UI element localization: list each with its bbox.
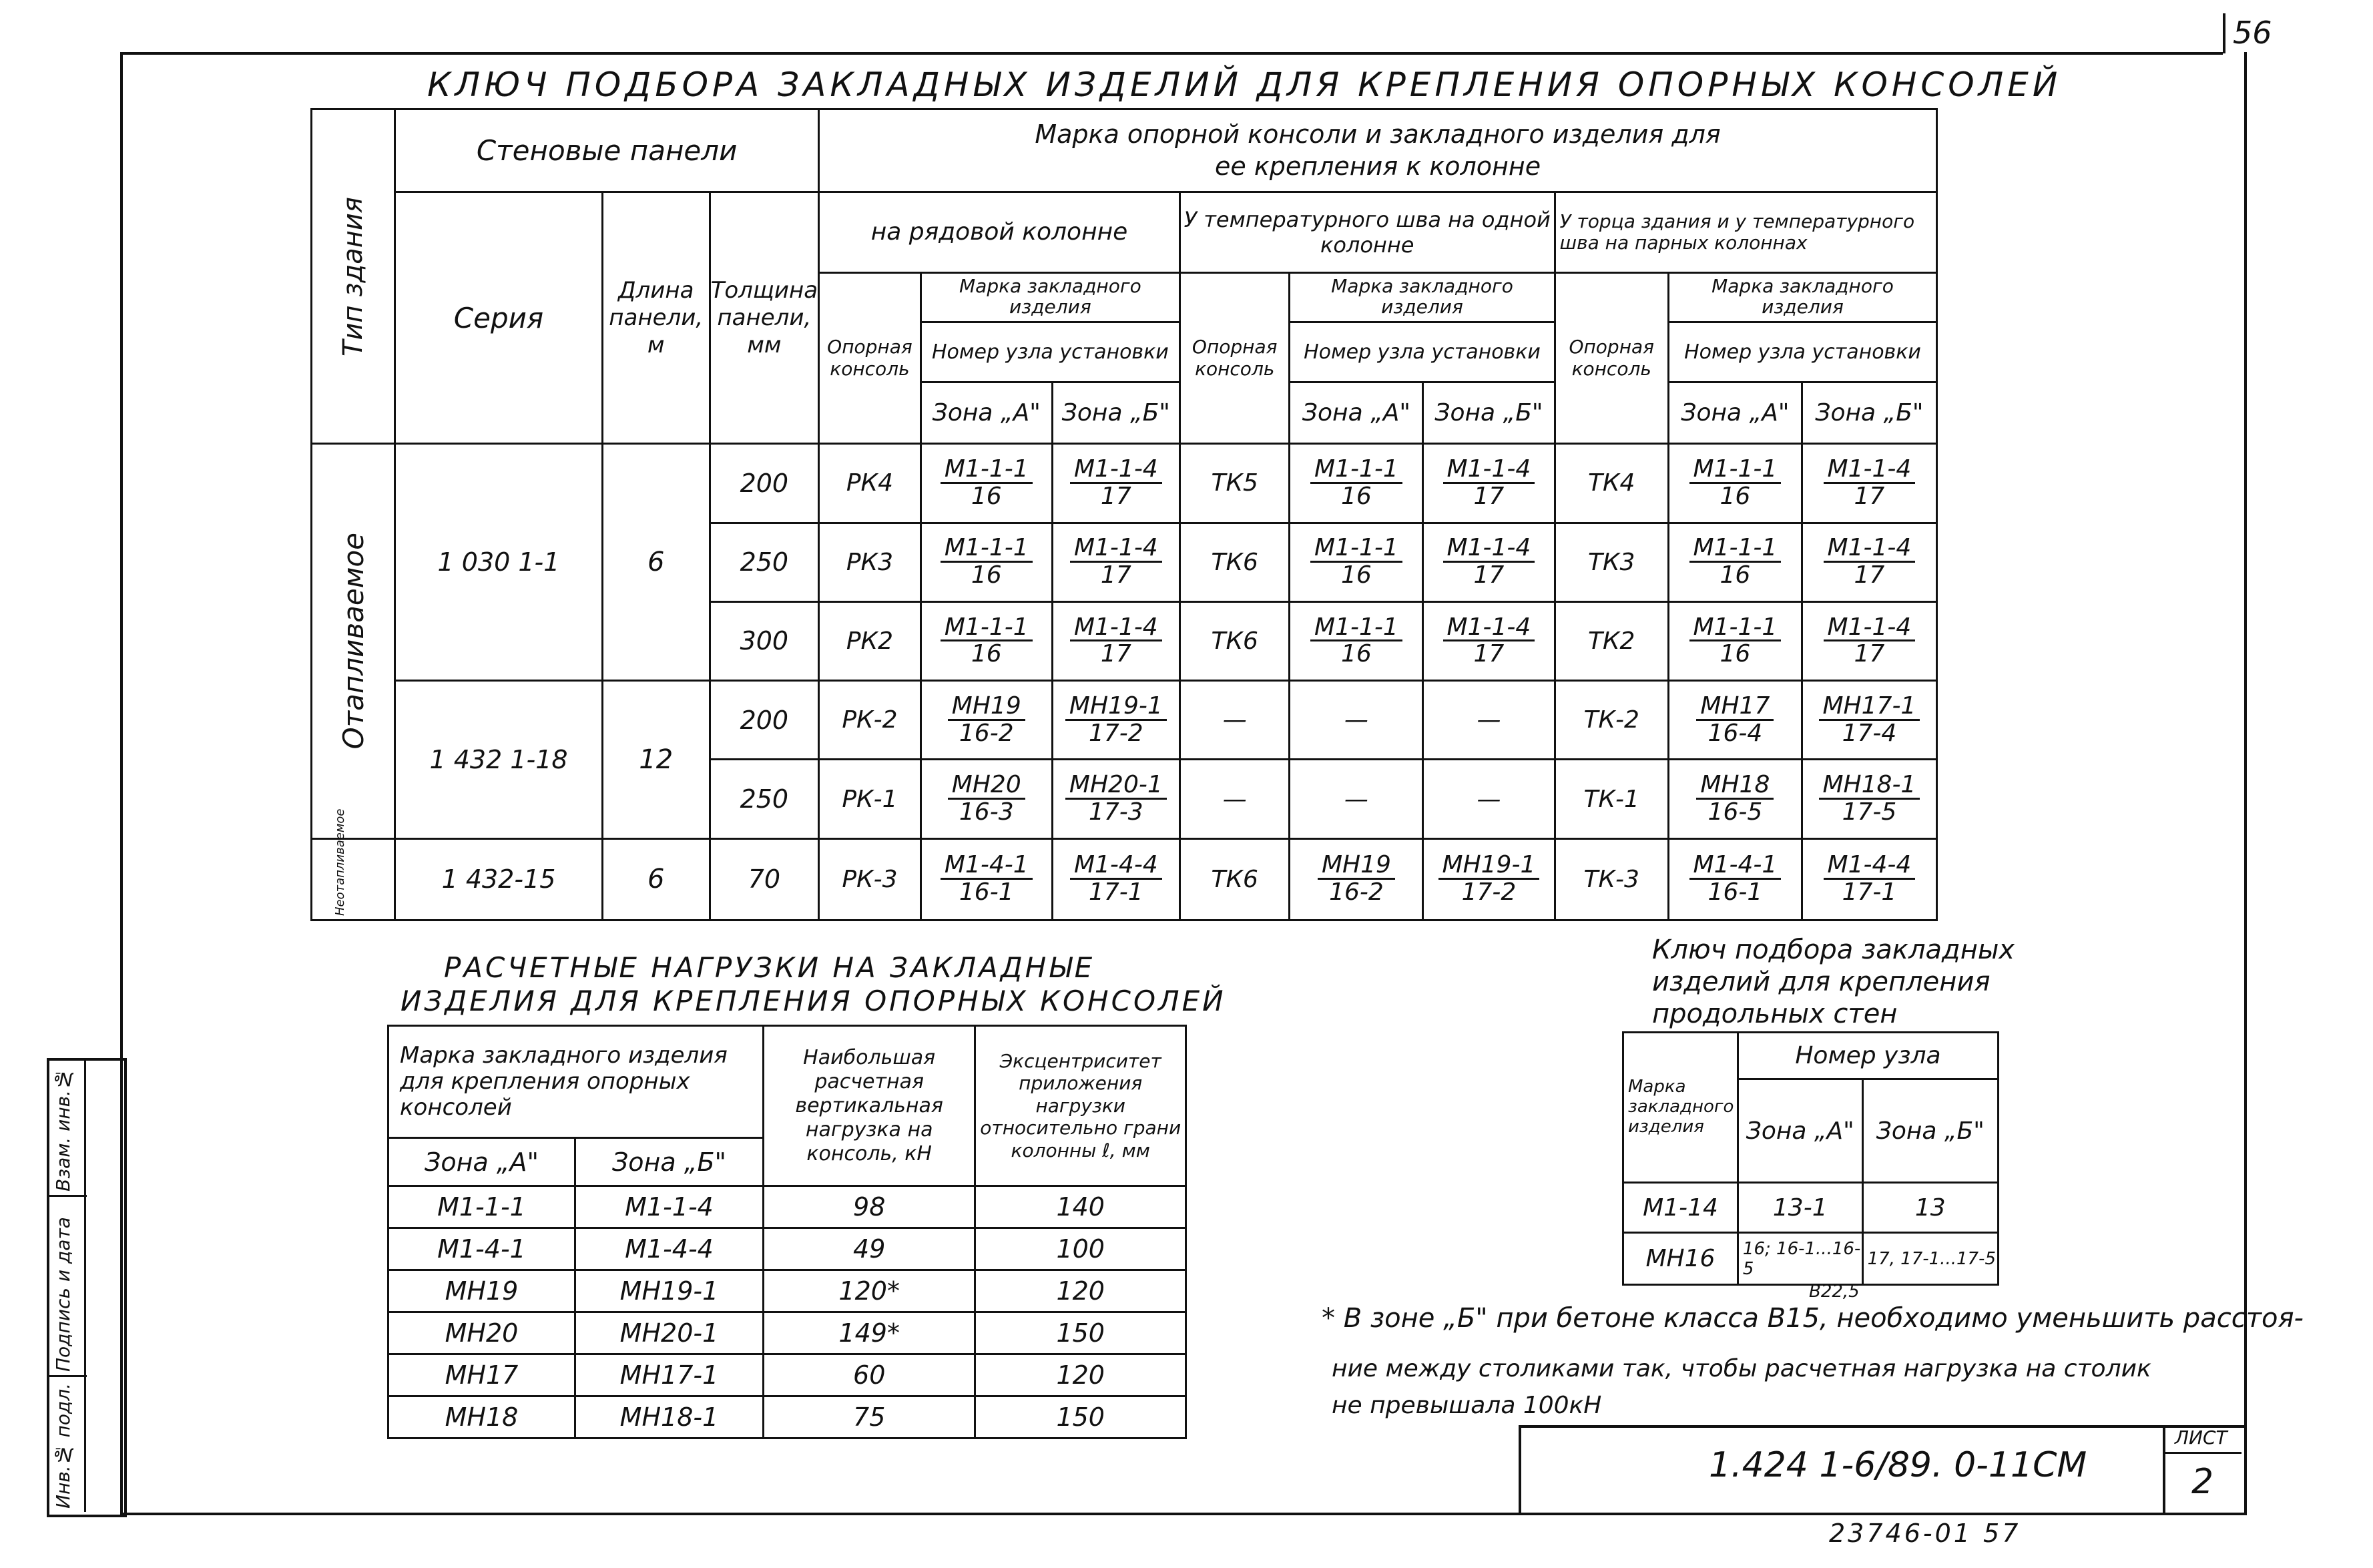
header-mark-item-2: Марка закладного изделия bbox=[1290, 272, 1555, 322]
console-cell: ТК6 bbox=[1179, 523, 1290, 601]
long-title-line-2: изделий для крепления bbox=[1652, 967, 1991, 997]
fraction bbox=[1310, 615, 1402, 668]
console-cell: ТК6 bbox=[1179, 838, 1290, 920]
header-temp-one: У температурного шва на одной колонне bbox=[1179, 192, 1555, 272]
zone-a-cell bbox=[920, 523, 1052, 601]
zone-a-cell bbox=[920, 838, 1052, 920]
thickness-cell: 200 bbox=[710, 681, 819, 760]
fraction-top: МН19-1 bbox=[1438, 852, 1540, 880]
loads-header-zone-b: Зона „Б" bbox=[575, 1138, 763, 1186]
fraction-top: МН17 bbox=[1696, 694, 1774, 721]
series-cell: 1 432 1-18 bbox=[395, 681, 603, 839]
fraction-bottom: 16-1 bbox=[1707, 878, 1763, 906]
side-stamp-divider-2 bbox=[47, 1375, 87, 1377]
console-cell: ТК4 bbox=[1555, 444, 1668, 523]
fraction-top: М1-1-4 bbox=[1443, 615, 1535, 642]
loads-ecc-cell: 120 bbox=[975, 1270, 1186, 1312]
fraction bbox=[941, 852, 1033, 905]
loads-title-line-1: РАСЧЕТНЫЕ НАГРУЗКИ НА ЗАКЛАДНЫЕ bbox=[444, 951, 1095, 984]
fraction-bottom: 16-5 bbox=[1707, 798, 1763, 826]
fraction-bottom: 16-2 bbox=[1329, 878, 1384, 906]
zone-b-cell bbox=[1802, 523, 1936, 601]
header-zone-a-1: Зона „А" bbox=[920, 382, 1052, 443]
footnote-line-1: * В зоне „Б" при бетоне класса В15, необходимо уменьшить расстоя- bbox=[1322, 1303, 2304, 1334]
fraction-top: М1-1-4 bbox=[1443, 457, 1535, 484]
fraction bbox=[1689, 535, 1782, 588]
zone-a-cell bbox=[920, 681, 1052, 760]
long-header-mark: Марка закладного изделия bbox=[1623, 1033, 1738, 1183]
loads-ecc-cell: 100 bbox=[975, 1228, 1186, 1270]
fraction-top: М1-4-1 bbox=[941, 852, 1033, 880]
fraction bbox=[948, 694, 1025, 746]
zone-b-cell: — bbox=[1423, 681, 1555, 760]
long-header-zone-a: Зона „А" bbox=[1738, 1079, 1862, 1183]
zone-b-cell bbox=[1052, 601, 1179, 680]
header-mark-item-1: Марка закладного изделия bbox=[920, 272, 1179, 322]
fraction-top: М1-1-1 bbox=[941, 535, 1033, 563]
loads-zone-b-cell: МН17-1 bbox=[575, 1354, 763, 1396]
page-corner-number: 56 bbox=[2233, 15, 2272, 51]
fraction bbox=[941, 535, 1033, 588]
console-cell: РК4 bbox=[819, 444, 921, 523]
header-series: Серия bbox=[395, 192, 603, 444]
fraction-bottom: 17-1 bbox=[1842, 878, 1897, 906]
zone-a-cell bbox=[920, 444, 1052, 523]
zone-a-cell bbox=[1668, 523, 1802, 601]
fraction-top: М1-1-1 bbox=[941, 457, 1033, 484]
footnote-line-2: ние между столиками так, чтобы расчетная нагрузка на столик bbox=[1332, 1355, 2151, 1382]
loads-value-cell: 75 bbox=[763, 1396, 975, 1439]
loads-ecc-cell: 120 bbox=[975, 1354, 1186, 1396]
table-row bbox=[388, 1186, 1186, 1228]
zone-a-cell bbox=[1290, 601, 1423, 680]
building-type-heated: Отапливаемое bbox=[312, 444, 395, 838]
fraction-bottom: 16-4 bbox=[1707, 719, 1763, 747]
fraction bbox=[1070, 457, 1162, 509]
long-zone-b-cell: 13 bbox=[1862, 1183, 1998, 1233]
zone-b-cell bbox=[1423, 838, 1555, 920]
thickness-cell: 300 bbox=[710, 601, 819, 680]
header-length: Длина панели, м bbox=[602, 192, 710, 444]
fraction-top: МН19-1 bbox=[1065, 694, 1167, 721]
fraction bbox=[1696, 694, 1774, 746]
fraction bbox=[1824, 457, 1916, 509]
table-row bbox=[388, 1312, 1186, 1354]
loads-header-mark: Марка закладного изделия для крепления опорных консолей bbox=[388, 1026, 764, 1138]
fraction-bottom: 17 bbox=[1854, 482, 1885, 510]
long-zone-b-cell: 17, 17-1...17-5 bbox=[1862, 1233, 1998, 1285]
header-thickness: Толщина панели, мм bbox=[710, 192, 819, 444]
long-header-zone-b: Зона „Б" bbox=[1862, 1079, 1998, 1183]
fraction-top: М1-1-1 bbox=[1689, 457, 1782, 484]
sheet-label: ЛИСТ bbox=[2175, 1426, 2227, 1449]
loads-zone-b-cell: МН19-1 bbox=[575, 1270, 763, 1312]
fraction-bottom: 17-5 bbox=[1842, 798, 1897, 826]
sheet-divider bbox=[2163, 1452, 2242, 1454]
zone-b-cell bbox=[1802, 760, 1936, 838]
zone-b-cell bbox=[1802, 601, 1936, 680]
fraction bbox=[948, 772, 1025, 825]
zone-a-cell bbox=[920, 601, 1052, 680]
fraction-bottom: 17 bbox=[1473, 561, 1505, 589]
fraction-bottom: 16 bbox=[971, 482, 1002, 510]
zone-b-cell: — bbox=[1423, 760, 1555, 838]
fraction bbox=[1696, 772, 1774, 825]
loads-zone-b-cell: МН18-1 bbox=[575, 1396, 763, 1439]
header-wall-panels: Стеновые панели bbox=[395, 109, 819, 192]
fraction bbox=[1443, 535, 1535, 588]
header-zone-a-3: Зона „А" bbox=[1668, 382, 1802, 443]
zone-a-cell: — bbox=[1290, 681, 1423, 760]
loads-value-cell: 60 bbox=[763, 1354, 975, 1396]
fraction bbox=[1689, 457, 1782, 509]
fraction-top: М1-1-4 bbox=[1070, 457, 1162, 484]
console-cell: ТК3 bbox=[1555, 523, 1668, 601]
long-table bbox=[1622, 1031, 1999, 1286]
table-row bbox=[312, 444, 1937, 523]
header-console-3: Опорная консоль bbox=[1555, 272, 1668, 444]
fraction-top: М1-1-4 bbox=[1824, 457, 1916, 484]
fraction bbox=[1070, 852, 1162, 905]
fraction-top: М1-1-4 bbox=[1070, 535, 1162, 563]
fraction-top: МН19 bbox=[948, 694, 1025, 721]
loads-zone-a-cell: М1-1-1 bbox=[388, 1186, 575, 1228]
header-row-column: на рядовой колонне bbox=[819, 192, 1180, 272]
header-zone-b-3: Зона „Б" bbox=[1802, 382, 1936, 443]
loads-ecc-cell: 150 bbox=[975, 1312, 1186, 1354]
thickness-cell: 250 bbox=[710, 760, 819, 838]
length-cell: 6 bbox=[602, 444, 710, 681]
zone-b-cell bbox=[1052, 838, 1179, 920]
console-cell: ТК-1 bbox=[1555, 760, 1668, 838]
table-row bbox=[1623, 1233, 1999, 1285]
long-zone-a-cell: 16; 16-1...16-5 bbox=[1738, 1233, 1862, 1285]
loads-title-line-2: ИЗДЕЛИЯ ДЛЯ КРЕПЛЕНИЯ ОПОРНЫХ КОНСОЛЕЙ bbox=[401, 985, 1226, 1017]
fraction-top: МН18-1 bbox=[1819, 772, 1920, 800]
fraction-bottom: 17-2 bbox=[1088, 719, 1143, 747]
fraction-top: МН20-1 bbox=[1065, 772, 1167, 800]
side-stamp-divider-v bbox=[84, 1058, 86, 1512]
console-cell: — bbox=[1179, 760, 1290, 838]
fraction-top: М1-1-1 bbox=[1689, 615, 1782, 642]
loads-value-cell: 98 bbox=[763, 1186, 975, 1228]
fraction bbox=[1070, 535, 1162, 588]
loads-header-load: Наибольшая расчетная вертикальная нагрузка на консоль, кН bbox=[763, 1026, 975, 1186]
console-cell: ТК5 bbox=[1179, 444, 1290, 523]
zone-a-cell: — bbox=[1290, 760, 1423, 838]
side-label-sign: Подпись и дата bbox=[52, 1217, 74, 1372]
fraction bbox=[1443, 615, 1535, 668]
loads-zone-a-cell: МН20 bbox=[388, 1312, 575, 1354]
loads-zone-a-cell: МН19 bbox=[388, 1270, 575, 1312]
zone-b-cell bbox=[1052, 444, 1179, 523]
header-end-pair: У торца здания и у температурного шва на парных колоннах bbox=[1555, 192, 1937, 272]
fraction bbox=[1819, 694, 1920, 746]
fraction-bottom: 16 bbox=[1341, 561, 1372, 589]
fraction-top: М1-1-1 bbox=[1310, 615, 1402, 642]
header-zone-b-1: Зона „Б" bbox=[1052, 382, 1179, 443]
long-mark-cell: М1-14 bbox=[1623, 1183, 1738, 1233]
building-type-unheated: Неотапливаемое bbox=[312, 838, 395, 920]
fraction-top: М1-4-4 bbox=[1070, 852, 1162, 880]
fraction-top: М1-1-4 bbox=[1824, 615, 1916, 642]
loads-header-ecc: Эксцентриситет приложения нагрузки относительно грани колонны ℓ, мм bbox=[975, 1026, 1186, 1186]
zone-b-cell bbox=[1802, 838, 1936, 920]
zone-a-cell bbox=[1668, 444, 1802, 523]
zone-b-cell bbox=[1423, 444, 1555, 523]
fraction bbox=[1824, 535, 1916, 588]
long-title-line-1: Ключ подбора закладных bbox=[1652, 935, 2015, 965]
table-row bbox=[388, 1228, 1186, 1270]
footnote-insert: В22,5 bbox=[1809, 1282, 1860, 1302]
fraction-top: М1-4-1 bbox=[1689, 852, 1782, 880]
loads-zone-b-cell: М1-4-4 bbox=[575, 1228, 763, 1270]
fraction bbox=[1824, 852, 1916, 905]
fraction-top: М1-1-1 bbox=[1689, 535, 1782, 563]
fraction bbox=[1819, 772, 1920, 825]
zone-b-cell bbox=[1802, 681, 1936, 760]
fraction-top: М1-4-4 bbox=[1824, 852, 1916, 880]
header-mark-item-3: Марка закладного изделия bbox=[1668, 272, 1936, 322]
console-cell: ТК-3 bbox=[1555, 838, 1668, 920]
console-cell: РК-2 bbox=[819, 681, 921, 760]
length-cell: 6 bbox=[602, 838, 710, 920]
loads-zone-a-cell: М1-4-1 bbox=[388, 1228, 575, 1270]
console-cell: ТК6 bbox=[1179, 601, 1290, 680]
zone-b-cell bbox=[1052, 760, 1179, 838]
header-console-1: Опорная консоль bbox=[819, 272, 921, 444]
zone-a-cell bbox=[1668, 681, 1802, 760]
loads-table bbox=[387, 1025, 1187, 1439]
zone-a-cell bbox=[1668, 838, 1802, 920]
fraction-top: М1-1-1 bbox=[1310, 535, 1402, 563]
fraction-top: МН20 bbox=[948, 772, 1025, 800]
fraction-bottom: 16 bbox=[1341, 482, 1372, 510]
fraction bbox=[1065, 772, 1167, 825]
zone-a-cell bbox=[1668, 601, 1802, 680]
header-node-2: Номер узла установки bbox=[1290, 322, 1555, 382]
bottom-code: 23746-01 57 bbox=[1829, 1519, 2021, 1548]
fraction-top: МН18 bbox=[1696, 772, 1774, 800]
header-console-2: Опорная консоль bbox=[1179, 272, 1290, 444]
loads-value-cell: 149* bbox=[763, 1312, 975, 1354]
fraction-bottom: 17 bbox=[1100, 561, 1131, 589]
thickness-cell: 70 bbox=[710, 838, 819, 920]
table-row bbox=[388, 1396, 1186, 1439]
side-label-inv: Инв.№ подл. bbox=[52, 1382, 74, 1509]
header-building-type: Тип здания bbox=[312, 109, 395, 444]
fraction bbox=[1443, 457, 1535, 509]
fraction bbox=[1824, 615, 1916, 668]
fraction-bottom: 16 bbox=[1720, 561, 1751, 589]
fraction-bottom: 16 bbox=[1720, 640, 1751, 668]
header-node-1: Номер узла установки bbox=[920, 322, 1179, 382]
thickness-cell: 200 bbox=[710, 444, 819, 523]
console-cell: РК-3 bbox=[819, 838, 921, 920]
series-cell: 1 432-15 bbox=[395, 838, 603, 920]
fraction-bottom: 17 bbox=[1854, 640, 1885, 668]
fraction-bottom: 17-2 bbox=[1461, 878, 1517, 906]
table-row bbox=[312, 838, 1937, 920]
console-cell: ТК2 bbox=[1555, 601, 1668, 680]
long-mark-cell: МН16 bbox=[1623, 1233, 1738, 1285]
fraction-bottom: 17-3 bbox=[1088, 798, 1143, 826]
series-cell: 1 030 1-1 bbox=[395, 444, 603, 681]
fraction bbox=[1438, 852, 1540, 905]
fraction-bottom: 17-4 bbox=[1842, 719, 1897, 747]
loads-ecc-cell: 150 bbox=[975, 1396, 1186, 1439]
fraction-bottom: 16 bbox=[971, 640, 1002, 668]
zone-a-cell bbox=[1290, 444, 1423, 523]
zone-a-cell bbox=[1668, 760, 1802, 838]
header-zone-b-2: Зона „Б" bbox=[1423, 382, 1555, 443]
frame-top-line bbox=[120, 52, 2223, 55]
fraction-top: М1-1-1 bbox=[1310, 457, 1402, 484]
table-row bbox=[388, 1270, 1186, 1312]
loads-ecc-cell: 140 bbox=[975, 1186, 1186, 1228]
console-cell: РК3 bbox=[819, 523, 921, 601]
fraction-bottom: 17 bbox=[1100, 482, 1131, 510]
console-cell: РК-1 bbox=[819, 760, 921, 838]
stamp-code: 1.424 1-6/89. 0-11СМ bbox=[1709, 1445, 2087, 1485]
zone-a-cell bbox=[1290, 838, 1423, 920]
zone-b-cell bbox=[1423, 523, 1555, 601]
console-cell: РК2 bbox=[819, 601, 921, 680]
fraction-top: М1-1-4 bbox=[1443, 535, 1535, 563]
length-cell: 12 bbox=[602, 681, 710, 839]
main-title: КЛЮЧ ПОДБОРА ЗАКЛАДНЫХ ИЗДЕЛИЙ ДЛЯ КРЕПЛЕНИЯ ОПОРНЫХ КОНСОЛЕЙ bbox=[427, 65, 2062, 104]
zone-b-cell bbox=[1802, 444, 1936, 523]
long-zone-a-cell: 13-1 bbox=[1738, 1183, 1862, 1233]
header-node-3: Номер узла установки bbox=[1668, 322, 1936, 382]
fraction-bottom: 16-3 bbox=[959, 798, 1014, 826]
fraction-bottom: 17-1 bbox=[1088, 878, 1143, 906]
main-table bbox=[310, 108, 1938, 921]
long-header-node: Номер узла bbox=[1738, 1033, 1998, 1079]
console-cell: ТК-2 bbox=[1555, 681, 1668, 760]
fraction bbox=[941, 457, 1033, 509]
loads-zone-a-cell: МН18 bbox=[388, 1396, 575, 1439]
fraction bbox=[1070, 615, 1162, 668]
fraction bbox=[1318, 852, 1395, 905]
header-mark-group: Марка опорной консоли и закладного изделия для ее крепления к колонне bbox=[819, 109, 1937, 192]
fraction-bottom: 17 bbox=[1473, 640, 1505, 668]
table-row bbox=[312, 681, 1937, 760]
fraction-top: МН19 bbox=[1318, 852, 1395, 880]
fraction-bottom: 16 bbox=[1341, 640, 1372, 668]
fraction-top: М1-1-1 bbox=[941, 615, 1033, 642]
fraction bbox=[1065, 694, 1167, 746]
fraction-top: М1-1-4 bbox=[1070, 615, 1162, 642]
fraction-bottom: 17 bbox=[1473, 482, 1505, 510]
console-cell: — bbox=[1179, 681, 1290, 760]
long-title-line-3: продольных стен bbox=[1652, 999, 1898, 1029]
loads-header-zone-a: Зона „А" bbox=[388, 1138, 575, 1186]
table-row bbox=[1623, 1183, 1999, 1233]
zone-b-cell bbox=[1423, 601, 1555, 680]
header-zone-a-2: Зона „А" bbox=[1290, 382, 1423, 443]
fraction-top: М1-1-4 bbox=[1824, 535, 1916, 563]
side-stamp-divider-1 bbox=[47, 1195, 87, 1197]
zone-a-cell bbox=[1290, 523, 1423, 601]
sheet-number: 2 bbox=[2191, 1462, 2214, 1502]
thickness-cell: 250 bbox=[710, 523, 819, 601]
loads-zone-b-cell: МН20-1 bbox=[575, 1312, 763, 1354]
side-label-replace: Взам. инв.№ bbox=[52, 1067, 74, 1192]
fraction-bottom: 16-2 bbox=[959, 719, 1014, 747]
fraction bbox=[941, 615, 1033, 668]
fraction-bottom: 17 bbox=[1100, 640, 1131, 668]
zone-b-cell bbox=[1052, 681, 1179, 760]
fraction-top: МН17-1 bbox=[1819, 694, 1920, 721]
fraction-bottom: 16 bbox=[1720, 482, 1751, 510]
fraction-bottom: 16-1 bbox=[959, 878, 1014, 906]
fraction bbox=[1689, 852, 1782, 905]
loads-value-cell: 49 bbox=[763, 1228, 975, 1270]
table-row bbox=[388, 1354, 1186, 1396]
fraction-bottom: 17 bbox=[1854, 561, 1885, 589]
loads-zone-a-cell: МН17 bbox=[388, 1354, 575, 1396]
footnote-line-3: не превышала 100кН bbox=[1332, 1392, 1602, 1419]
fraction-bottom: 16 bbox=[971, 561, 1002, 589]
fraction bbox=[1310, 535, 1402, 588]
fraction bbox=[1310, 457, 1402, 509]
loads-value-cell: 120* bbox=[763, 1270, 975, 1312]
zone-b-cell bbox=[1052, 523, 1179, 601]
zone-a-cell bbox=[920, 760, 1052, 838]
loads-zone-b-cell: М1-1-4 bbox=[575, 1186, 763, 1228]
fraction bbox=[1689, 615, 1782, 668]
